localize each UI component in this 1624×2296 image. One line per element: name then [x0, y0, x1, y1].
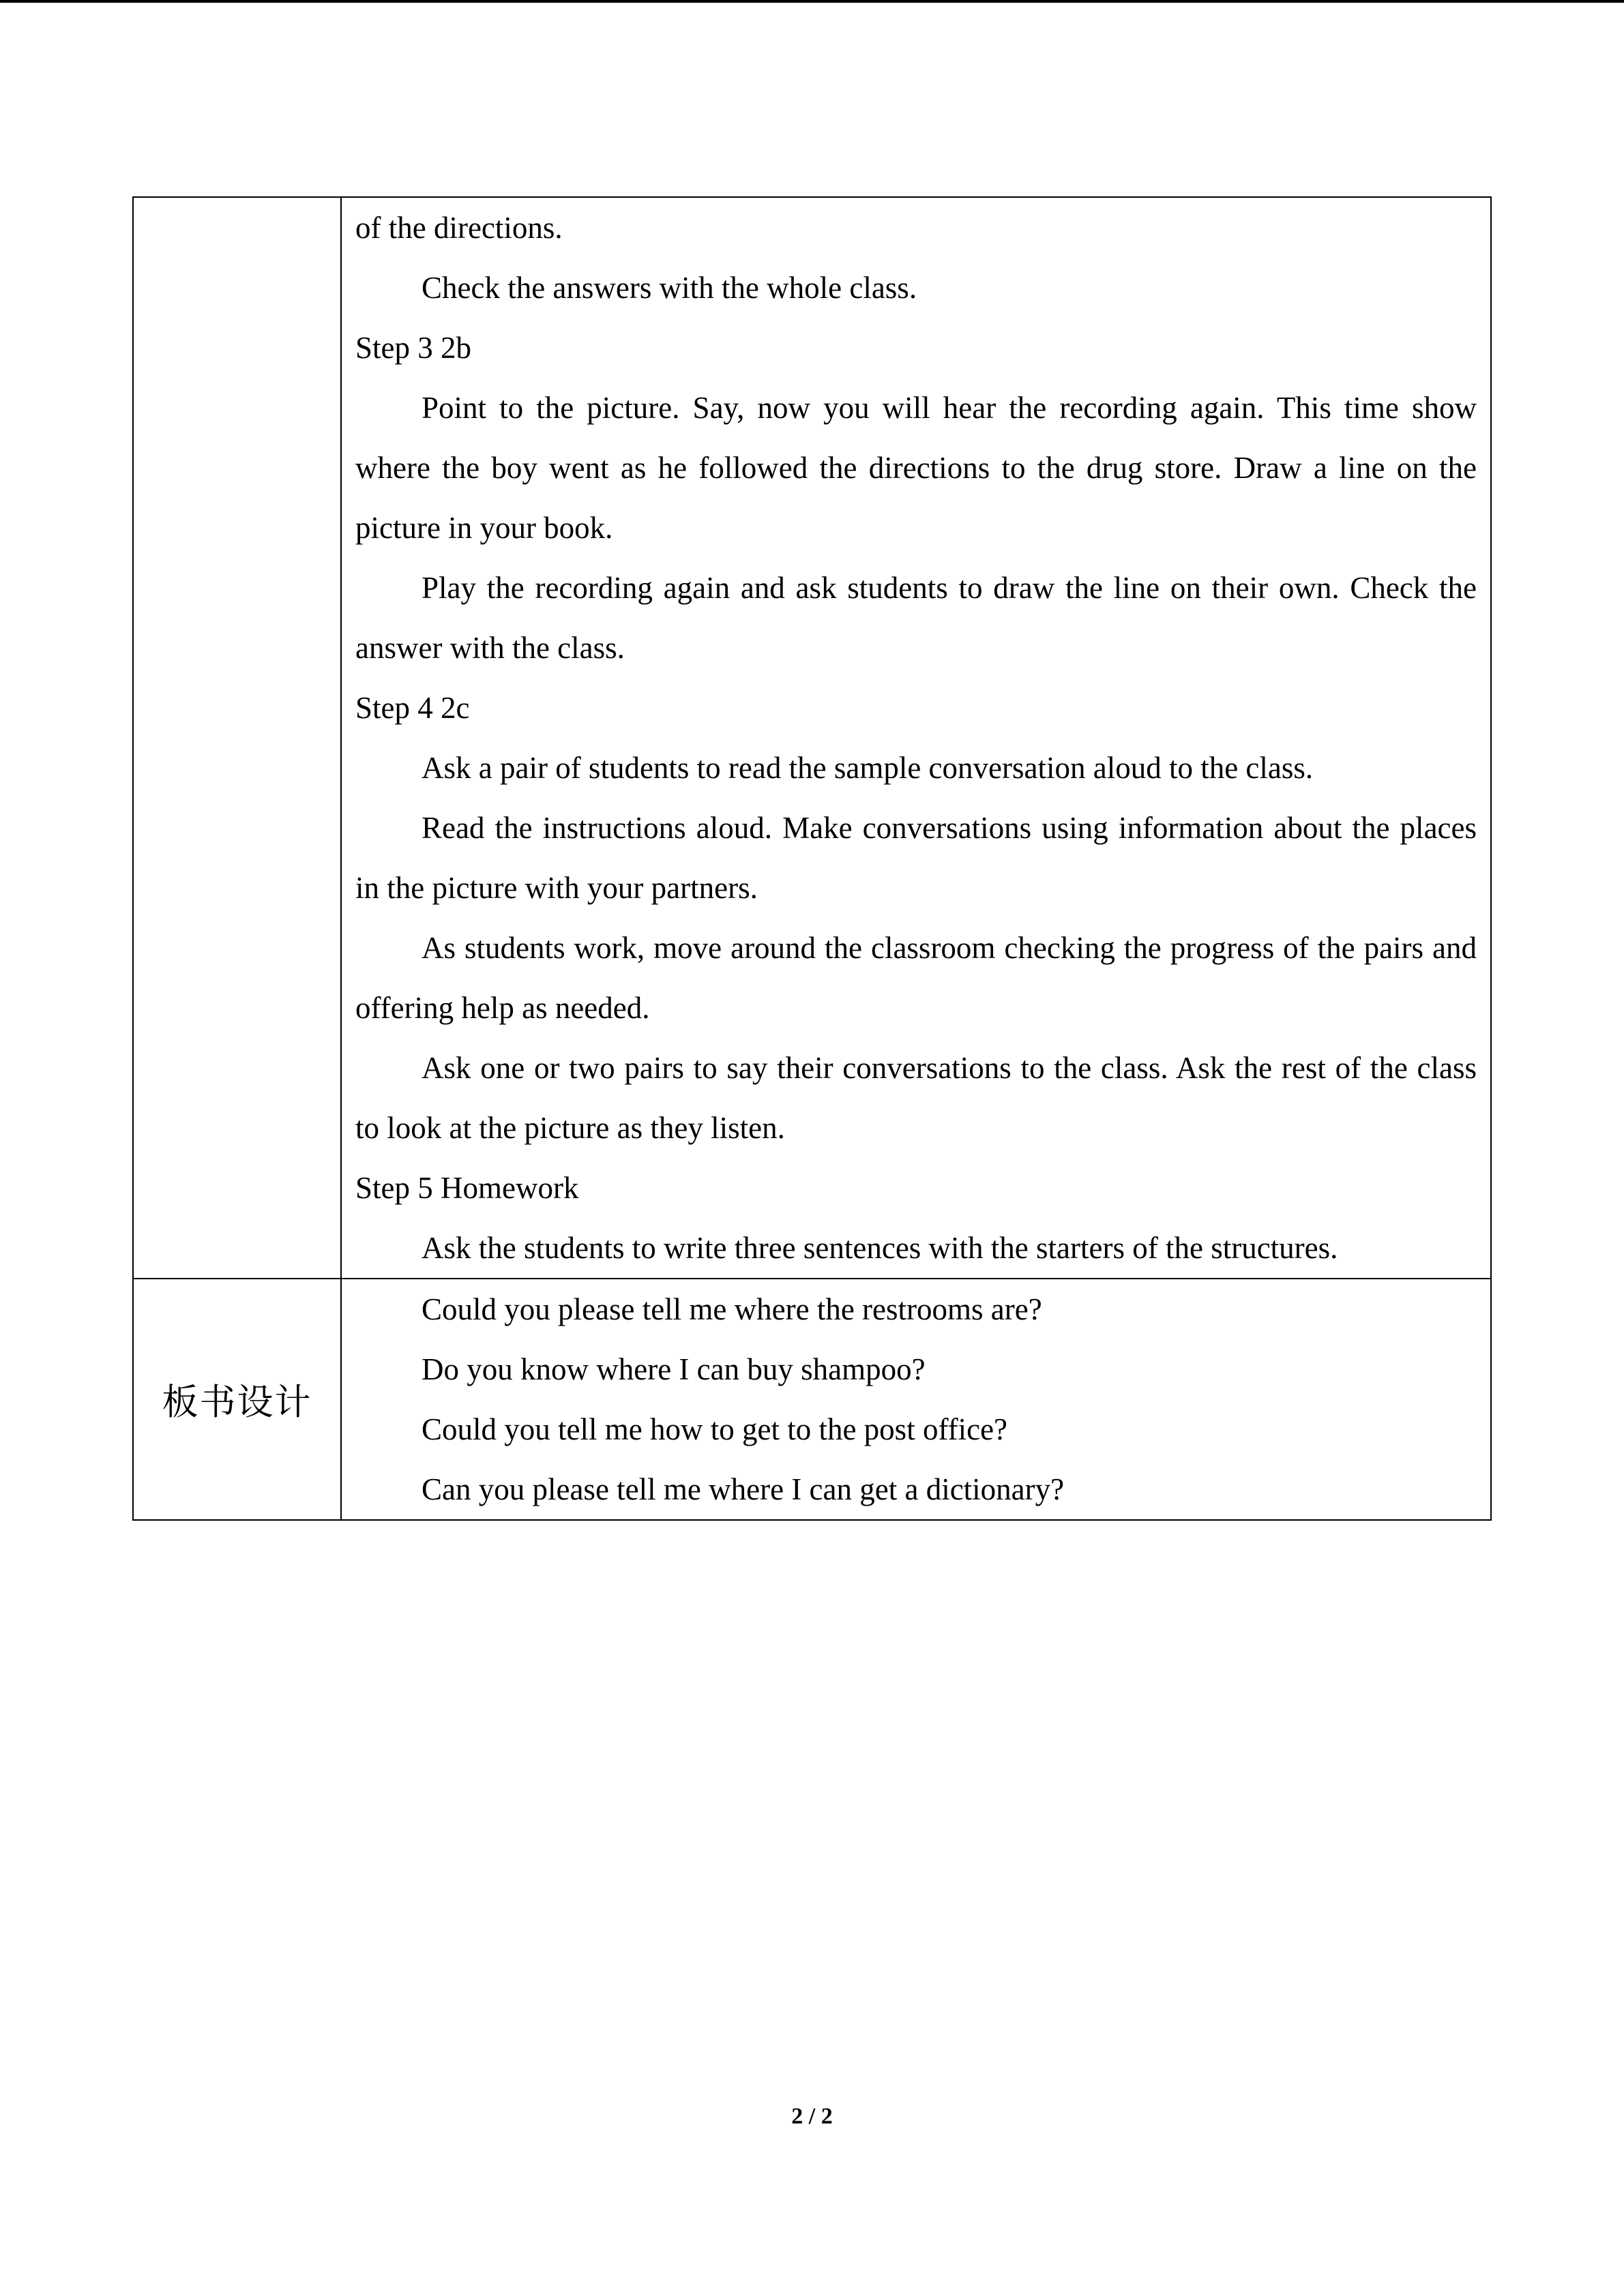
board-sentence: Could you tell me how to get to the post office? [422, 1412, 1008, 1446]
teaching-process-row [133, 197, 1491, 1279]
process-paragraph: Play the recording again and ask students to draw the line on their own. Check the answer with the class. [355, 571, 1477, 665]
page-number: 2 / 2 [791, 2104, 833, 2129]
board-sentence: Could you please tell me where the restrooms are? [422, 1292, 1042, 1326]
process-paragraph: As students work, move around the classroom checking the progress of the pairs and offering help as needed. [355, 931, 1477, 1025]
process-content-cell [341, 197, 1491, 1279]
step-heading: Step 4 2c [355, 691, 470, 725]
board-sentence: Can you please tell me where I can get a dictionary? [422, 1472, 1065, 1506]
process-label-cell [133, 197, 341, 1279]
process-line: Check the answers with the whole class. [422, 271, 917, 305]
step-heading: Step 3 2b [355, 331, 472, 365]
process-paragraph: Ask a pair of students to read the sample conversation aloud to the class. [422, 751, 1314, 785]
board-sentence: Do you know where I can buy shampoo? [422, 1352, 926, 1386]
process-paragraph: Read the instructions aloud. Make conversations using information about the places in the picture with your partners. [355, 811, 1477, 905]
process-paragraph: Point to the picture. Say, now you will hear the recording again. This time show where the boy went as he followed the directions to the drug store. Draw a line on the picture in your book. [355, 391, 1477, 545]
process-paragraph: Ask the students to write three sentences with the starters of the structures. [422, 1231, 1338, 1265]
board-design-row [133, 1279, 1491, 1520]
board-design-label: 板书设计 [133, 1279, 341, 1520]
process-paragraph: Ask one or two pairs to say their conversations to the class. Ask the rest of the class to look at the picture as they listen. [355, 1051, 1477, 1145]
lesson-plan-table [132, 196, 1492, 1521]
process-line: of the directions. [355, 211, 563, 245]
board-design-content-cell [341, 1279, 1491, 1520]
top-border-rule [0, 0, 1624, 3]
step-heading: Step 5 Homework [355, 1171, 579, 1205]
